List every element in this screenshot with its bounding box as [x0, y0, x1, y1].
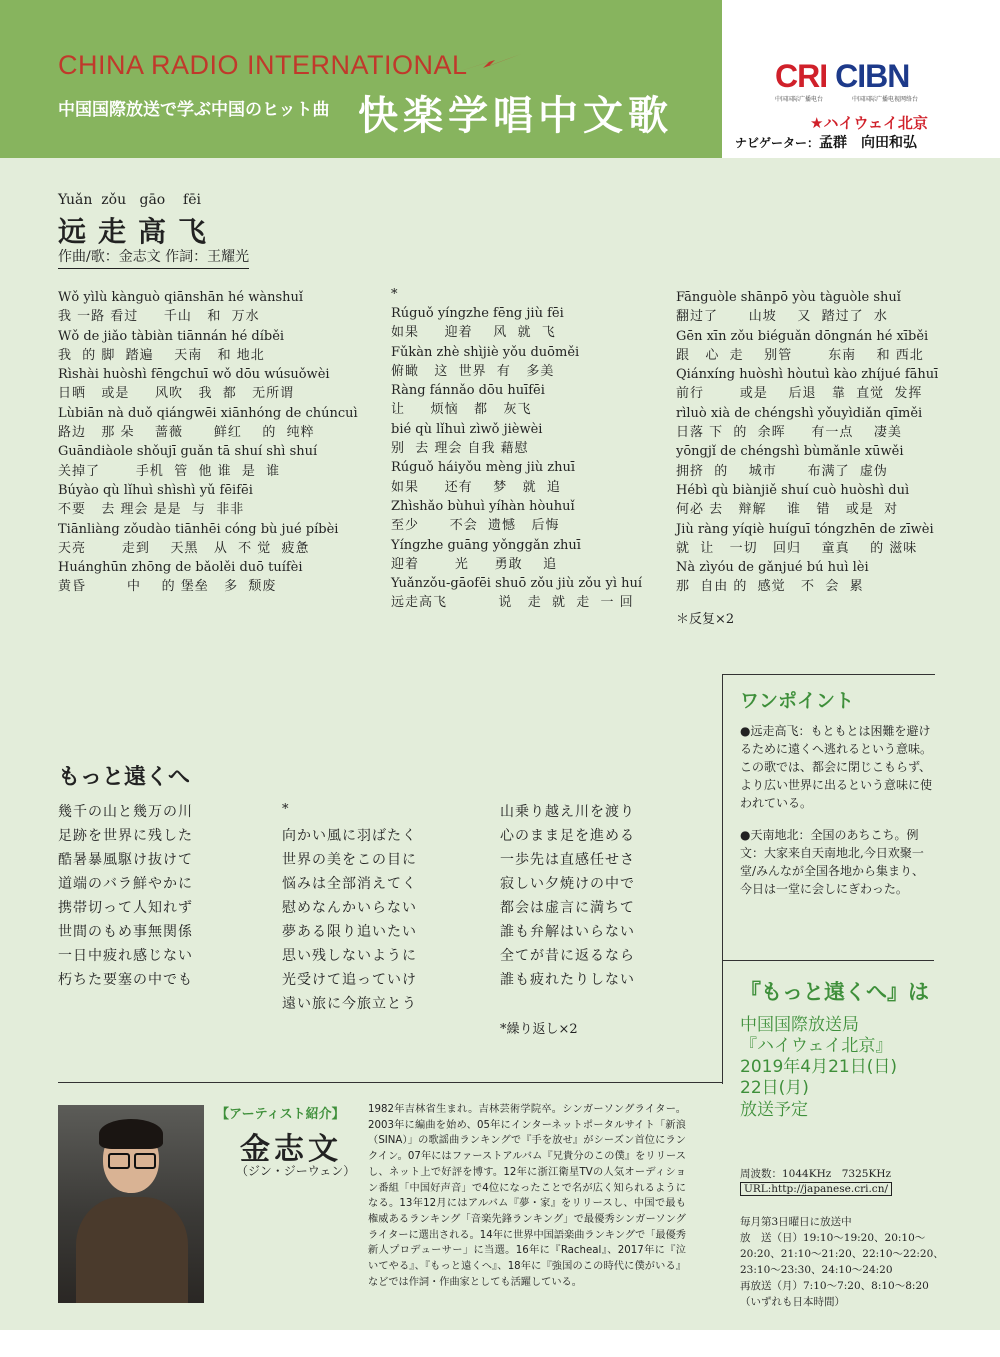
lyrics-column-3	[676, 288, 938, 597]
lyric-line: Ràng fánnǎo dōu huīfēi	[391, 383, 545, 399]
navigator-names: 孟群 向田和弘	[819, 135, 918, 151]
song-title: 远走高飞	[58, 215, 219, 248]
lyric-line: Nà zìyóu de gǎnjué bú huì lèi	[676, 560, 869, 576]
broadcast-line: 放送予定	[740, 1100, 808, 1120]
lyrics-column-1	[58, 288, 358, 597]
lyric-line: Guāndiàole shǒujī guǎn tā shuí shì shuí	[58, 444, 318, 460]
song-credits: 作曲/歌：金志文 作詞：王耀光	[58, 246, 249, 269]
lyric-line: Yuǎnzǒu-gāofēi shuō zǒu jiù zǒu yì huí	[391, 576, 643, 592]
japanese-line: 一歩先は直感任せさ	[500, 852, 635, 868]
divider-horizontal	[58, 1082, 722, 1083]
japanese-line: 携帯切って人知れず	[58, 900, 193, 916]
lyric-line: 前行 或是 后退 靠 直觉 发挥	[676, 386, 923, 402]
lyric-line: Wǒ de jiǎo tàbiàn tiānnán hé díběi	[58, 328, 285, 344]
broadcast-line: 2019年4月21日(日)	[740, 1057, 897, 1077]
lyric-line: 我 一路 看过 千山 和 万水	[58, 309, 260, 325]
japanese-chorus-marker: *	[282, 802, 289, 817]
frequency: 周波数：1044KHz 7325KHz	[740, 1168, 892, 1180]
japanese-column-1	[58, 800, 193, 992]
broadcast-line: 中国国際放送局	[740, 1015, 859, 1035]
lyric-line: Zhìshǎo bùhuì yíhàn hòuhuǐ	[391, 498, 575, 514]
japanese-line: 朽ちた要塞の中でも	[58, 972, 193, 988]
cibn-logo: CIBN	[835, 58, 910, 94]
lyric-line: Hébì qù biànjiě shuí cuò huòshì duì	[676, 482, 910, 498]
rebroadcast-line: 再放送（月）7:10～7:20、8:10～8:20	[740, 1280, 929, 1292]
broadcast-line: 『ハイウェイ北京』	[740, 1036, 893, 1056]
lyric-line: 跟 心 走 别管 东南 和 西北	[676, 347, 924, 363]
navigator-label: ナビゲーター：	[735, 136, 820, 150]
japanese-line: 悩みは全部消えてく	[282, 876, 417, 892]
japanese-line: 世界の美をこの目に	[282, 852, 417, 868]
japanese-line: 思い残しないように	[282, 948, 417, 964]
japanese-column-3	[500, 800, 635, 992]
cibn-logo-caption: 中国国际广播电视网络台	[852, 96, 919, 103]
program-title: 快楽学唱中文歌	[358, 93, 673, 139]
lightning-icon	[455, 52, 523, 76]
divider-vertical	[722, 674, 723, 1084]
lyric-line: 俯瞰 这 世界 有 多美	[391, 363, 555, 379]
lyric-line: 那 自由 的 感觉 不 会 累	[676, 579, 864, 595]
japanese-line: 幾千の山と幾万の川	[58, 804, 193, 820]
navigator	[735, 132, 917, 152]
schedule-line: 20:20、21:10～21:20、22:10～22:20、	[740, 1248, 944, 1260]
highway-beijing: ★ハイウェイ北京	[810, 114, 928, 132]
lyric-line: Yíngzhe guāng yǒnggǎn zhuī	[391, 537, 581, 553]
japanese-line: 道端のバラ鮮やかに	[58, 876, 193, 892]
lyric-line: 日落 下 的 余晖 有一点 凄美	[676, 425, 902, 441]
lyric-line: 远走高飞 说 走 就 走 一 回	[391, 595, 634, 611]
website-url[interactable]	[740, 1183, 892, 1195]
lyric-line: 我 的 脚 踏遍 天南 和 地北	[58, 347, 265, 363]
station-logo	[775, 58, 909, 95]
photo-glasses	[108, 1153, 130, 1169]
lyric-line: 如果 还有 梦 就 追	[391, 479, 561, 495]
japanese-line: 寂しい夕焼けの中で	[500, 876, 635, 892]
program-subtitle: 中国国際放送で学ぶ中国のヒット曲	[58, 100, 330, 120]
lyric-line: Fānguòle shānpō yòu tàguòle shuǐ	[676, 290, 901, 305]
broadcast-title: 『もっと遠くへ』は	[740, 980, 929, 1004]
lyric-line: Tiānliàng zǒudào tiānhēi cóng bù jué píbèi	[58, 521, 339, 537]
lyric-line: rìluò xià de chéngshì yǒuyìdiǎn qīměi	[676, 405, 923, 421]
broadcast-line: 22日(月)	[740, 1078, 809, 1098]
japanese-line: 向かい風に羽ばたく	[282, 828, 417, 844]
schedule-line: 23:10～23:30、24:10～24:20	[740, 1264, 893, 1276]
one-point-title: ワンポイント	[740, 690, 855, 712]
artist-photo	[58, 1105, 204, 1303]
lyric-line: 就 让 一切 回归 童真 的 滋味	[676, 540, 918, 556]
japanese-line: 誰も疲れたりしない	[500, 972, 635, 988]
japanese-line: 遠い旅に今旅立とう	[282, 996, 417, 1012]
schedule-title: 毎月第3日曜日に放送中	[740, 1216, 852, 1228]
japanese-line: 足跡を世界に残した	[58, 828, 193, 844]
lyrics-repeat-note: ＊反复×2	[676, 612, 735, 627]
photo-glasses	[134, 1153, 156, 1169]
japanese-line: 山乗り越え川を渡り	[500, 804, 635, 820]
lyric-line: Lùbiān nà duǒ qiángwēi xiānhóng de chúncuì	[58, 405, 358, 421]
lyric-line: yōngjǐ de chéngshì bùmǎnle xūwěi	[676, 444, 904, 460]
song-title-pinyin: Yuǎn zǒu gāo fēi	[58, 192, 201, 208]
japanese-line: 一日中疲れ感じない	[58, 948, 193, 964]
chorus-marker: *	[391, 287, 398, 302]
artist-bio: 1982年吉林省生まれ。吉林芸術学院卒。シンガーソングライター。2003年に編曲を始め、05年にインターネットポータルサイト「新浪（SINA）」の歌謡曲ランキングで『手を放せ』がシーズン首位にランクイン。07年にはファーストアルバム『兄貴分のこの僕』をリリースし、ネット上で好評を博す。12年に浙江衛星TVの人気オーディション番組「中国好声音」で4位になったことで名が広く知られるようになる。13年12月にはアルバム『夢・家』をリリースし、中国で最も権威あるランキング「音楽先鋒ランキング」で最優秀シンガーソングライターに選出される。14年に世界中国語楽曲ランキングで「最優秀新人プロデューサー」に当選。16年に『Racheal』、2017年に『泣いてやる』、『もっと遠くへ』、18年に『強国のこの時代に僕がいる』などでは作詞・作曲家としても活躍している。	[368, 1104, 686, 1288]
lyric-line: 路边 那 朵 蔷薇 鲜红 的 纯粹	[58, 425, 315, 441]
lyric-line: 让 烦恼 都 灰飞	[391, 402, 532, 418]
lyric-line: Gēn xīn zǒu biéguǎn dōngnán hé xīběi	[676, 328, 929, 344]
japanese-line: 都会は虚言に満ちて	[500, 900, 635, 916]
lyric-line: 黄昏 中 的 堡垒 多 颓废	[58, 579, 277, 595]
japanese-line: 光受けて追っていけ	[282, 972, 417, 988]
lyric-line: 拥挤 的 城市 布满了 虚伪	[676, 463, 888, 479]
japanese-line: 心のまま足を進める	[500, 828, 635, 844]
lyric-line: 迎着 光 勇敢 追	[391, 556, 558, 572]
lyrics-column-2	[391, 304, 642, 613]
japanese-line: 酷暑暴風駆け抜けて	[58, 852, 193, 868]
artist-label: 【アーティスト紹介】	[216, 1107, 345, 1122]
cri-logo: CRI	[775, 58, 828, 94]
lyric-line: 别 去 理会 自我 藉慰	[391, 441, 529, 457]
japanese-line: 誰も弁解はいらない	[500, 924, 635, 940]
lyric-line: Rúguǒ yíngzhe fēng jiù fēi	[391, 306, 564, 321]
lyric-line: Fǔkàn zhè shìjiè yǒu duōměi	[391, 344, 580, 360]
brand-title: CHINA RADIO INTERNATIONAL	[58, 50, 468, 80]
lyric-line: Wǒ yìlù kànguò qiānshān hé wànshuǐ	[58, 290, 304, 305]
lyric-line: 不要 去 理会 是是 与 非非	[58, 502, 245, 518]
japanese-title: もっと遠くへ	[58, 764, 191, 790]
lyric-line: 日晒 或是 风吹 我 都 无所谓	[58, 386, 295, 402]
lyric-line: Rìshài huòshì fēngchuī wǒ dōu wúsuǒwèi	[58, 367, 330, 383]
photo-body	[76, 1197, 188, 1303]
lyric-line: Jiù ràng yíqiè huíguī tóngzhēn de zīwèi	[676, 521, 934, 537]
lyric-line: Rúguǒ háiyǒu mèng jiù zhuī	[391, 460, 576, 476]
japanese-line: 夢ある限り追いたい	[282, 924, 417, 940]
lyric-line: 关掉了 手机 管 他 谁 是 谁	[58, 463, 281, 479]
japanese-line: 慰めなんかいらない	[282, 900, 417, 916]
url-text[interactable]: URL:http://japanese.cri.cn/	[740, 1182, 892, 1196]
schedule-line: 放 送（日）19:10～19:20、20:10～	[740, 1232, 926, 1244]
artist-name: 金志文	[240, 1132, 342, 1167]
artist-reading: （ジン・ジーウェン）	[236, 1164, 356, 1178]
lyric-line: Qiánxíng huòshì hòutuì kào zhíjué fāhuī	[676, 367, 939, 383]
one-point-item: ●远走高飞：もともとは困難を避けるために遠くへ逃れるという意味。この歌では、都会に閉じこもらず、より広い世界に出るという意味に使われている。	[740, 724, 933, 810]
japanese-repeat-note: *繰り返し×2	[500, 1022, 578, 1037]
photo-hair	[99, 1119, 163, 1149]
japanese-line: 世間のもめ事無関係	[58, 924, 193, 940]
lyric-line: 何必 去 辩解 谁 错 或是 对	[676, 502, 899, 518]
lyric-line: bié qù lǐhuì zìwǒ jièwèi	[391, 421, 543, 437]
lyric-line: Búyào qù lǐhuì shìshì yǔ fēifēi	[58, 482, 253, 498]
lyric-line: 翻过了 山坡 又 踏过了 水	[676, 309, 888, 325]
one-point-item: ●天南地北：全国のあちこち。例文：大家来自天南地北,今日欢聚一堂/みんなが全国各地から集まり、今日は一堂に会しにぎわった。	[740, 828, 925, 896]
lyric-line: 如果 迎着 风 就 飞	[391, 325, 556, 341]
lyric-line: 天亮 走到 天黑 从 不 觉 疲惫	[58, 540, 310, 556]
time-zone-note: （いずれも日本時間）	[740, 1296, 845, 1308]
one-point-body	[740, 722, 935, 912]
lyric-line: 至少 不会 遗憾 后悔	[391, 518, 560, 534]
broadcast-frame	[722, 960, 934, 961]
japanese-line: 全てが昔に返るなら	[500, 948, 635, 964]
cri-logo-caption: 中国国际广播电台	[775, 96, 824, 103]
lyric-line: Huánghūn zhōng de bǎolěi duō tuífèi	[58, 560, 303, 576]
japanese-column-2	[282, 824, 417, 1016]
